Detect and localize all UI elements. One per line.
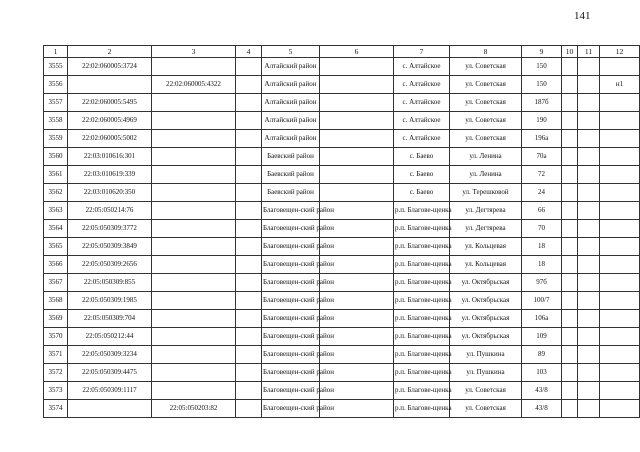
settlement-cell: р.п. Благове-щенка: [394, 400, 450, 418]
cadastral-number-alt-cell: 22:05:050203:82: [152, 400, 236, 418]
col4-cell: [236, 238, 262, 256]
row-number-cell: 3560: [44, 148, 68, 166]
col6-cell: [320, 94, 394, 112]
cadastral-number-alt-cell: [152, 238, 236, 256]
col11-cell: [578, 76, 600, 94]
column-header: 11: [578, 46, 600, 58]
street-cell: ул. Пушкина: [450, 346, 522, 364]
note-cell: [600, 364, 640, 382]
column-header: 2: [68, 46, 152, 58]
settlement-cell: с. Алтайское: [394, 130, 450, 148]
col11-cell: [578, 400, 600, 418]
col6-cell: [320, 166, 394, 184]
col11-cell: [578, 238, 600, 256]
note-cell: [600, 202, 640, 220]
col11-cell: [578, 364, 600, 382]
note-cell: [600, 148, 640, 166]
col11-cell: [578, 202, 600, 220]
house-number-cell: 24: [522, 184, 562, 202]
table-row: [44, 94, 640, 112]
row-number-cell: 3563: [44, 202, 68, 220]
street-cell: ул. Советская: [450, 400, 522, 418]
table-row: [44, 400, 640, 418]
cadastral-number-cell: 22:05:050309:2656: [68, 256, 152, 274]
column-header: 7: [394, 46, 450, 58]
note-cell: [600, 58, 640, 76]
col11-cell: [578, 382, 600, 400]
cadastral-number-cell: 22:02:060005:3724: [68, 58, 152, 76]
note-cell: [600, 346, 640, 364]
district-cell: Алтайский район: [262, 130, 320, 148]
col4-cell: [236, 382, 262, 400]
house-number-cell: 18: [522, 256, 562, 274]
cadastral-number-cell: 22:05:050309:3849: [68, 238, 152, 256]
col4-cell: [236, 274, 262, 292]
district-cell: Благовещен-ский район: [262, 364, 320, 382]
street-cell: ул. Кольцевая: [450, 238, 522, 256]
cadastral-number-cell: 22:03:010620:350: [68, 184, 152, 202]
cadastral-number-alt-cell: [152, 346, 236, 364]
cadastral-number-cell: [68, 76, 152, 94]
house-number-cell: 97б: [522, 274, 562, 292]
col10-cell: [562, 256, 578, 274]
col11-cell: [578, 148, 600, 166]
note-cell: [600, 220, 640, 238]
col4-cell: [236, 400, 262, 418]
row-number-cell: 3572: [44, 364, 68, 382]
settlement-cell: р.п. Благове-щенка: [394, 220, 450, 238]
row-number-cell: 3568: [44, 292, 68, 310]
header-row: [44, 46, 640, 58]
district-cell: Благовещен-ский район: [262, 400, 320, 418]
table-row: [44, 382, 640, 400]
row-number-cell: 3573: [44, 382, 68, 400]
district-cell: Баевский район: [262, 148, 320, 166]
street-cell: ул. Октябрьская: [450, 328, 522, 346]
col10-cell: [562, 166, 578, 184]
cadastral-number-alt-cell: [152, 166, 236, 184]
col11-cell: [578, 220, 600, 238]
row-number-cell: 3564: [44, 220, 68, 238]
settlement-cell: с. Баево: [394, 148, 450, 166]
col10-cell: [562, 400, 578, 418]
row-number-cell: 3571: [44, 346, 68, 364]
note-cell: [600, 274, 640, 292]
cadastral-number-cell: 22:05:050214:76: [68, 202, 152, 220]
cadastral-number-cell: 22:05:050212:44: [68, 328, 152, 346]
column-header: 3: [152, 46, 236, 58]
district-cell: Благовещен-ский район: [262, 382, 320, 400]
cadastral-number-alt-cell: [152, 184, 236, 202]
settlement-cell: р.п. Благове-щенка: [394, 274, 450, 292]
note-cell: [600, 130, 640, 148]
row-number-cell: 3562: [44, 184, 68, 202]
note-cell: [600, 382, 640, 400]
house-number-cell: 109: [522, 328, 562, 346]
cadastral-number-cell: 22:05:050309:3772: [68, 220, 152, 238]
cadastral-number-alt-cell: [152, 130, 236, 148]
settlement-cell: р.п. Благове-щенка: [394, 292, 450, 310]
table-row: [44, 130, 640, 148]
district-cell: Баевский район: [262, 166, 320, 184]
house-number-cell: 196а: [522, 130, 562, 148]
note-cell: [600, 166, 640, 184]
col10-cell: [562, 184, 578, 202]
col10-cell: [562, 310, 578, 328]
settlement-cell: с. Баево: [394, 166, 450, 184]
cadastral-number-cell: 22:05:050309:3234: [68, 346, 152, 364]
house-number-cell: 70а: [522, 148, 562, 166]
col10-cell: [562, 148, 578, 166]
settlement-cell: р.п. Благове-щенка: [394, 364, 450, 382]
cadastral-number-cell: 22:05:050309:704: [68, 310, 152, 328]
note-cell: [600, 292, 640, 310]
cadastral-number-cell: [68, 400, 152, 418]
cadastral-number-cell: 22:02:060005:4969: [68, 112, 152, 130]
cadastral-number-alt-cell: [152, 148, 236, 166]
street-cell: ул. Советская: [450, 382, 522, 400]
cadastral-number-alt-cell: [152, 112, 236, 130]
house-number-cell: 70: [522, 220, 562, 238]
cadastral-number-cell: 22:02:060005:5002: [68, 130, 152, 148]
street-cell: ул. Дегтярева: [450, 202, 522, 220]
col4-cell: [236, 256, 262, 274]
col10-cell: [562, 346, 578, 364]
col11-cell: [578, 328, 600, 346]
col4-cell: [236, 310, 262, 328]
table-row: [44, 238, 640, 256]
house-number-cell: 43/8: [522, 382, 562, 400]
street-cell: ул. Ленина: [450, 148, 522, 166]
settlement-cell: р.п. Благове-щенка: [394, 238, 450, 256]
col4-cell: [236, 76, 262, 94]
district-cell: Алтайский район: [262, 76, 320, 94]
district-cell: Благовещен-ский район: [262, 220, 320, 238]
col10-cell: [562, 202, 578, 220]
col6-cell: [320, 184, 394, 202]
district-cell: Алтайский район: [262, 58, 320, 76]
note-cell: [600, 238, 640, 256]
district-cell: Благовещен-ский район: [262, 292, 320, 310]
settlement-cell: с. Алтайское: [394, 58, 450, 76]
table-body: [44, 58, 640, 418]
col6-cell: [320, 130, 394, 148]
row-number-cell: 3570: [44, 328, 68, 346]
table-row: [44, 274, 640, 292]
row-number-cell: 3557: [44, 94, 68, 112]
col4-cell: [236, 364, 262, 382]
col11-cell: [578, 256, 600, 274]
table-row: [44, 256, 640, 274]
col10-cell: [562, 76, 578, 94]
column-header: 9: [522, 46, 562, 58]
col4-cell: [236, 346, 262, 364]
row-number-cell: 3555: [44, 58, 68, 76]
note-cell: н1: [600, 76, 640, 94]
settlement-cell: р.п. Благове-щенка: [394, 328, 450, 346]
col11-cell: [578, 94, 600, 112]
column-header: 1: [44, 46, 68, 58]
cadastral-number-alt-cell: 22:02:060005:4322: [152, 76, 236, 94]
table-row: [44, 310, 640, 328]
row-number-cell: 3569: [44, 310, 68, 328]
note-cell: [600, 328, 640, 346]
house-number-cell: 190: [522, 112, 562, 130]
col11-cell: [578, 184, 600, 202]
page-number: 141: [574, 10, 591, 22]
cadastral-number-alt-cell: [152, 220, 236, 238]
col4-cell: [236, 184, 262, 202]
house-number-cell: 89: [522, 346, 562, 364]
column-header: 8: [450, 46, 522, 58]
street-cell: ул. Кольцевая: [450, 256, 522, 274]
settlement-cell: р.п. Благове-щенка: [394, 256, 450, 274]
cadastral-number-cell: 22:03:010619:339: [68, 166, 152, 184]
col11-cell: [578, 112, 600, 130]
cadastral-number-alt-cell: [152, 382, 236, 400]
street-cell: ул. Октябрьская: [450, 274, 522, 292]
cadastral-number-cell: 22:05:050309:855: [68, 274, 152, 292]
col6-cell: [320, 76, 394, 94]
col4-cell: [236, 94, 262, 112]
cadastral-number-alt-cell: [152, 292, 236, 310]
col4-cell: [236, 58, 262, 76]
column-header: 10: [562, 46, 578, 58]
col4-cell: [236, 328, 262, 346]
col10-cell: [562, 328, 578, 346]
street-cell: ул. Советская: [450, 130, 522, 148]
row-number-cell: 3565: [44, 238, 68, 256]
district-cell: Благовещен-ский район: [262, 310, 320, 328]
street-cell: ул. Ленина: [450, 166, 522, 184]
settlement-cell: р.п. Благове-щенка: [394, 346, 450, 364]
row-number-cell: 3574: [44, 400, 68, 418]
cadastral-number-cell: 22:05:050309:1117: [68, 382, 152, 400]
cadastral-number-alt-cell: [152, 256, 236, 274]
street-cell: ул. Октябрьская: [450, 292, 522, 310]
column-header: 5: [262, 46, 320, 58]
col4-cell: [236, 202, 262, 220]
table-row: [44, 148, 640, 166]
table-row: [44, 58, 640, 76]
col10-cell: [562, 364, 578, 382]
col11-cell: [578, 130, 600, 148]
table-row: [44, 166, 640, 184]
row-number-cell: 3561: [44, 166, 68, 184]
settlement-cell: р.п. Благове-щенка: [394, 310, 450, 328]
note-cell: [600, 400, 640, 418]
col10-cell: [562, 130, 578, 148]
col10-cell: [562, 112, 578, 130]
col10-cell: [562, 220, 578, 238]
district-cell: Благовещен-ский район: [262, 346, 320, 364]
street-cell: ул. Советская: [450, 112, 522, 130]
note-cell: [600, 256, 640, 274]
table-row: [44, 184, 640, 202]
house-number-cell: 150: [522, 58, 562, 76]
street-cell: ул. Советская: [450, 94, 522, 112]
street-cell: ул. Советская: [450, 76, 522, 94]
note-cell: [600, 184, 640, 202]
note-cell: [600, 112, 640, 130]
street-cell: ул. Терешковой: [450, 184, 522, 202]
cadastral-number-cell: 22:02:060005:5495: [68, 94, 152, 112]
col4-cell: [236, 292, 262, 310]
col10-cell: [562, 238, 578, 256]
settlement-cell: с. Алтайское: [394, 94, 450, 112]
settlement-cell: с. Алтайское: [394, 112, 450, 130]
col10-cell: [562, 292, 578, 310]
col11-cell: [578, 166, 600, 184]
table-row: [44, 292, 640, 310]
house-number-cell: 187б: [522, 94, 562, 112]
col10-cell: [562, 94, 578, 112]
street-cell: ул. Октябрьская: [450, 310, 522, 328]
house-number-cell: 106а: [522, 310, 562, 328]
col4-cell: [236, 130, 262, 148]
cadastral-number-alt-cell: [152, 58, 236, 76]
col10-cell: [562, 274, 578, 292]
col4-cell: [236, 148, 262, 166]
settlement-cell: с. Алтайское: [394, 76, 450, 94]
house-number-cell: 43/8: [522, 400, 562, 418]
house-number-cell: 66: [522, 202, 562, 220]
col4-cell: [236, 220, 262, 238]
settlement-cell: с. Баево: [394, 184, 450, 202]
table-row: [44, 202, 640, 220]
district-cell: Благовещен-ский район: [262, 238, 320, 256]
cadastral-number-alt-cell: [152, 274, 236, 292]
registry-table: [43, 45, 640, 418]
table-row: [44, 346, 640, 364]
col11-cell: [578, 292, 600, 310]
cadastral-number-alt-cell: [152, 328, 236, 346]
district-cell: Баевский район: [262, 184, 320, 202]
district-cell: Алтайский район: [262, 94, 320, 112]
col6-cell: [320, 112, 394, 130]
cadastral-number-alt-cell: [152, 310, 236, 328]
column-header: 4: [236, 46, 262, 58]
cadastral-number-alt-cell: [152, 202, 236, 220]
settlement-cell: р.п. Благове-щенка: [394, 382, 450, 400]
table-row: [44, 220, 640, 238]
cadastral-number-cell: 22:05:050309:1985: [68, 292, 152, 310]
column-header: 12: [600, 46, 640, 58]
table-row: [44, 76, 640, 94]
col11-cell: [578, 274, 600, 292]
district-cell: Благовещен-ский район: [262, 202, 320, 220]
cadastral-number-cell: 22:05:050309:4475: [68, 364, 152, 382]
district-cell: Алтайский район: [262, 112, 320, 130]
house-number-cell: 103: [522, 364, 562, 382]
cadastral-number-alt-cell: [152, 364, 236, 382]
column-header: 6: [320, 46, 394, 58]
settlement-cell: р.п. Благове-щенка: [394, 202, 450, 220]
cadastral-number-cell: 22:03:010616:301: [68, 148, 152, 166]
table-row: [44, 364, 640, 382]
col10-cell: [562, 382, 578, 400]
row-number-cell: 3559: [44, 130, 68, 148]
row-number-cell: 3567: [44, 274, 68, 292]
house-number-cell: 150: [522, 76, 562, 94]
district-cell: Благовещен-ский район: [262, 328, 320, 346]
district-cell: Благовещен-ский район: [262, 256, 320, 274]
cadastral-number-alt-cell: [152, 94, 236, 112]
district-cell: Благовещен-ский район: [262, 274, 320, 292]
note-cell: [600, 94, 640, 112]
row-number-cell: 3566: [44, 256, 68, 274]
note-cell: [600, 310, 640, 328]
street-cell: ул. Дегтярева: [450, 220, 522, 238]
house-number-cell: 18: [522, 238, 562, 256]
row-number-cell: 3558: [44, 112, 68, 130]
house-number-cell: 100/7: [522, 292, 562, 310]
col11-cell: [578, 346, 600, 364]
row-number-cell: 3556: [44, 76, 68, 94]
col11-cell: [578, 310, 600, 328]
col6-cell: [320, 58, 394, 76]
col10-cell: [562, 58, 578, 76]
col11-cell: [578, 58, 600, 76]
street-cell: ул. Пушкина: [450, 364, 522, 382]
col4-cell: [236, 112, 262, 130]
col6-cell: [320, 148, 394, 166]
col4-cell: [236, 166, 262, 184]
table-row: [44, 112, 640, 130]
table-row: [44, 328, 640, 346]
street-cell: ул. Советская: [450, 58, 522, 76]
house-number-cell: 72: [522, 166, 562, 184]
